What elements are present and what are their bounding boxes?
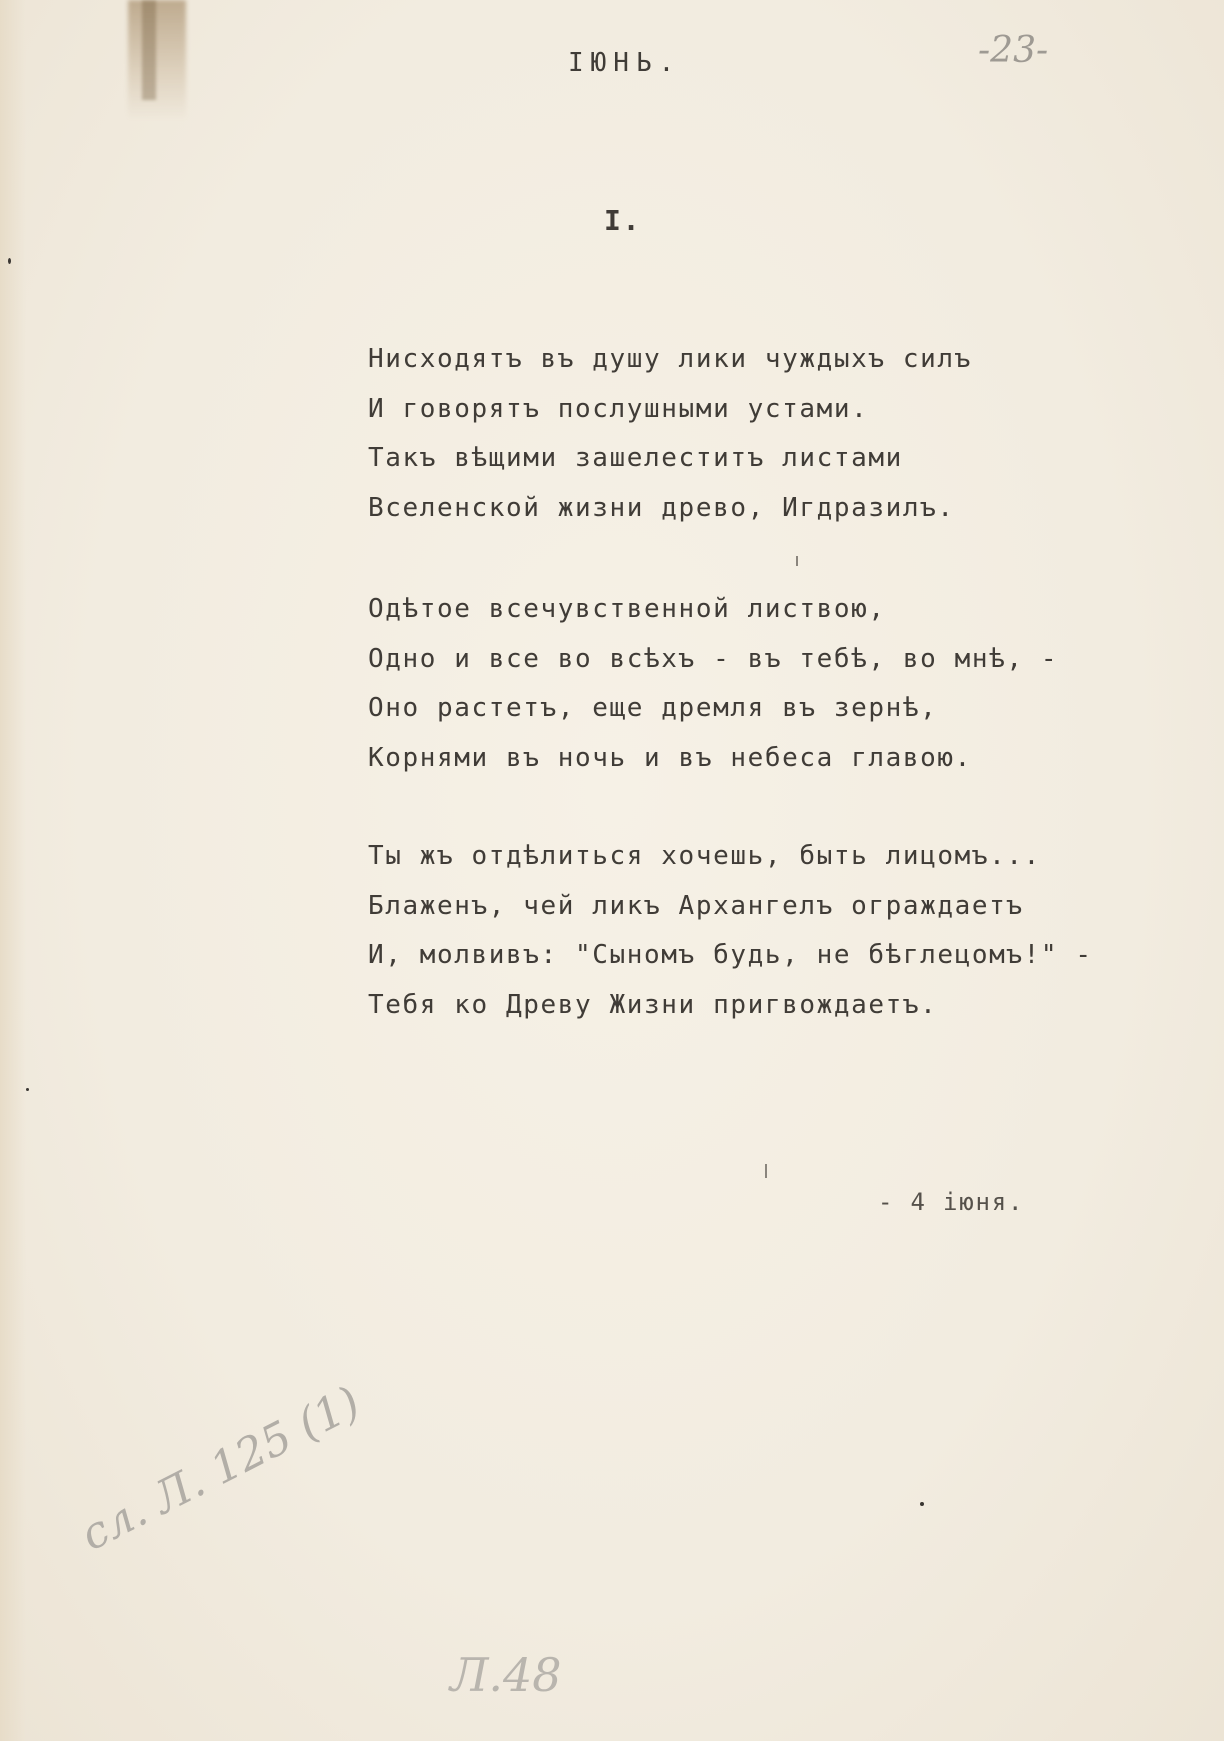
verse-line: Вселенской жизни древо, Игдразилъ. <box>368 492 955 523</box>
sheet-number: Л.48 <box>450 1648 562 1702</box>
section-number: I. <box>604 204 642 237</box>
paper-stain <box>128 0 186 120</box>
folio-number: -23- <box>978 30 1049 71</box>
stanza-2 <box>368 585 1058 783</box>
stanza-3 <box>368 832 1093 1030</box>
stanza-1 <box>368 335 972 533</box>
verse-line: Оно растетъ, еще дремля въ зернѣ, <box>368 693 938 723</box>
page-edge-shadow <box>0 0 26 1741</box>
poem-title: IЮНЬ. <box>568 48 682 78</box>
verse-line: Тебя ко Древу Жизни пригвождаетъ. <box>368 989 938 1020</box>
poem-date: - 4 iюня. <box>878 1188 1025 1216</box>
ink-speck <box>8 258 11 264</box>
verse-line: Одѣтое всечувственной листвою, <box>368 594 886 624</box>
verse-line: Блаженъ, чей ликъ Архангелъ ограждаетъ <box>368 890 1024 921</box>
verse-line: И, молвивъ: "Сыномъ будь, не бѣглецомъ!" - <box>368 940 1093 970</box>
verse-line: Корнями въ ночь и въ небеса главою. <box>368 742 972 773</box>
verse-line: Ты жъ отдѣлиться хочешь, быть лицомъ... <box>368 841 1041 871</box>
paper-mark <box>765 1164 767 1178</box>
verse-line: Нисходятъ въ душу лики чуждыхъ силъ <box>368 344 972 374</box>
ink-speck <box>26 1088 29 1091</box>
verse-line: Такъ вѣщими зашелеститъ листами <box>368 443 903 473</box>
archive-mark: сл. Л. 125 (1) <box>72 1376 369 1561</box>
paper-mark <box>796 556 798 566</box>
verse-line: И говорятъ послушными устами. <box>368 393 869 424</box>
ink-speck <box>920 1502 924 1506</box>
paper-stain-dark <box>142 0 156 100</box>
verse-line: Одно и все во всѣхъ - въ тебѣ, во мнѣ, - <box>368 643 1059 674</box>
